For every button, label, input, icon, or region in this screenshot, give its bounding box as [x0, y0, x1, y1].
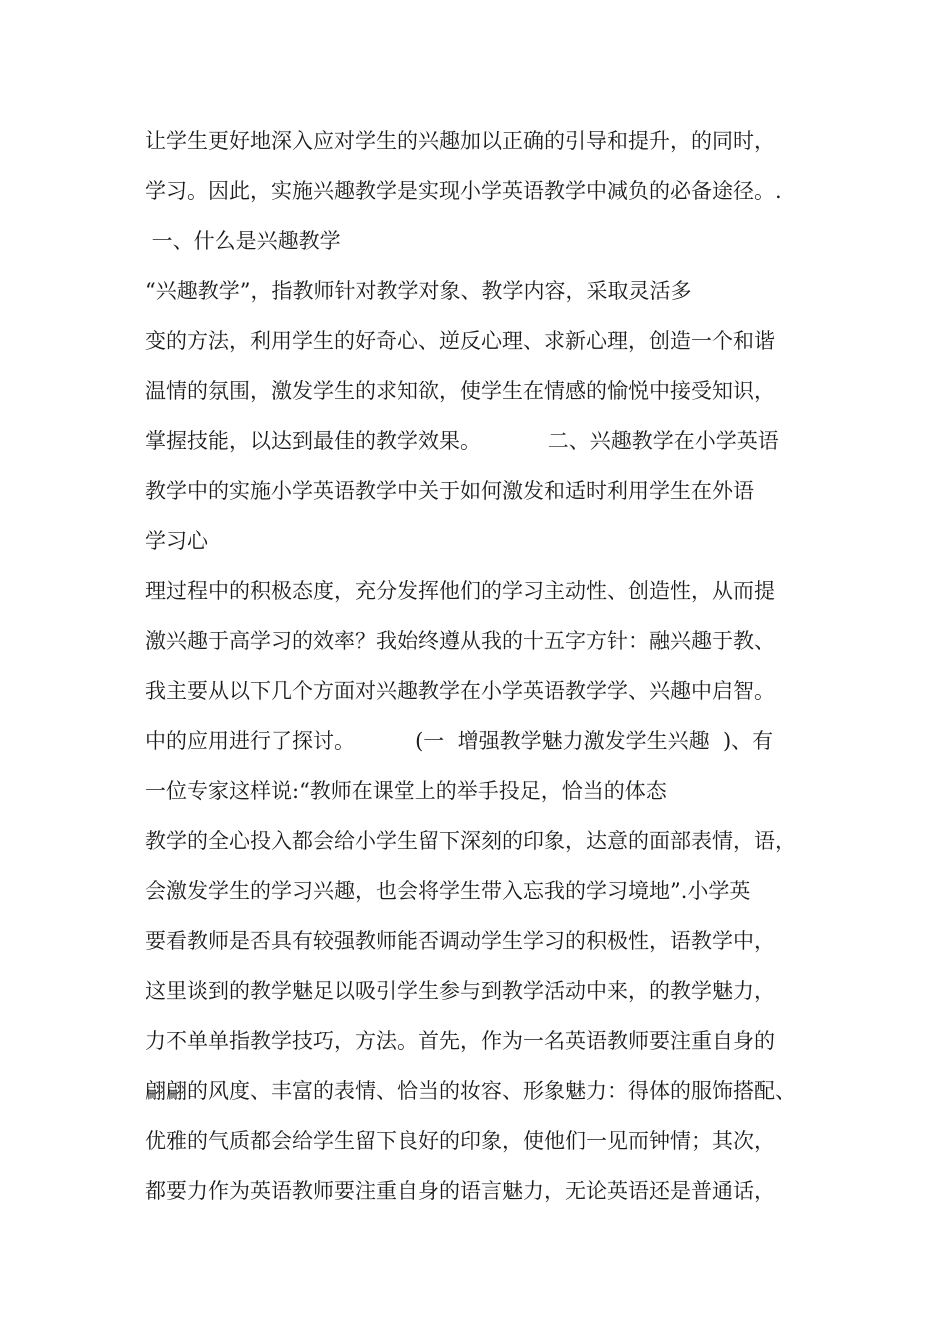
text-line: 温情的氛围，激发学生的求知欲，使学生在情感的愉悦中接受知识， [145, 379, 775, 403]
text-line: 让学生更好地深入应对学生的兴趣加以正确的引导和提升，的同时， [145, 129, 775, 153]
section-heading: 一、什么是兴趣教学 [145, 229, 341, 253]
text-line: 激兴趣于高学习的效率？我始终遵从我的十五字方针：融兴趣于教、 [145, 629, 775, 653]
text-line: “兴趣教学”，指教师针对教学对象、教学内容，采取灵活多 [145, 279, 692, 303]
text-line: 力不单单指教学技巧，方法。首先，作为一名英语教师要注重自身的 [145, 1029, 775, 1053]
text-line: 会激发学生的学习兴趣，也会将学生带入忘我的学习境地”.小学英 [145, 879, 751, 903]
text-line: 教学中的实施小学英语教学中关于如何激发和适时利用学生在外语 [145, 479, 754, 503]
text-line: 要看教师是否具有较强教师能否调动学生学习的积极性，语教学中， [145, 929, 775, 953]
text-line: 教学的全心投入都会给小学生留下深刻的印象，达意的面部表情，语， [145, 829, 796, 853]
text-line: 翩翩的风度、丰富的表情、恰当的妆容、形象魅力：得体的服饰搭配、 [145, 1079, 796, 1103]
text-line: 学习心 [145, 529, 208, 553]
text-line: 变的方法，利用学生的好奇心、逆反心理、求新心理，创造一个和谐 [145, 329, 775, 353]
text-line: 学习。因此，实施兴趣教学是实现小学英语教学中减负的必备途径。. [145, 179, 782, 203]
text-line: 理过程中的积极态度，充分发挥他们的学习主动性、创造性，从而提 [145, 579, 775, 603]
text-line: 都要力作为英语教师要注重自身的语言魅力，无论英语还是普通话， [145, 1179, 775, 1203]
text-line: 中的应用进行了探讨。 (一 增强教学魅力激发学生兴趣 )、有 [145, 729, 774, 753]
text-line: 我主要从以下几个方面对兴趣教学在小学英语教学学、兴趣中启智。 [145, 679, 775, 703]
text-line: 一位专家这样说:“教师在课堂上的举手投足，恰当的体态 [145, 779, 667, 803]
text-line: 掌握技能，以达到最佳的教学效果。 二、兴趣教学在小学英语 [145, 429, 779, 453]
text-line: 优雅的气质都会给学生留下良好的印象，使他们一见而钟情；其次， [145, 1129, 775, 1153]
text-line: 这里谈到的教学魅足以吸引学生参与到教学活动中来，的教学魅力， [145, 979, 775, 1003]
